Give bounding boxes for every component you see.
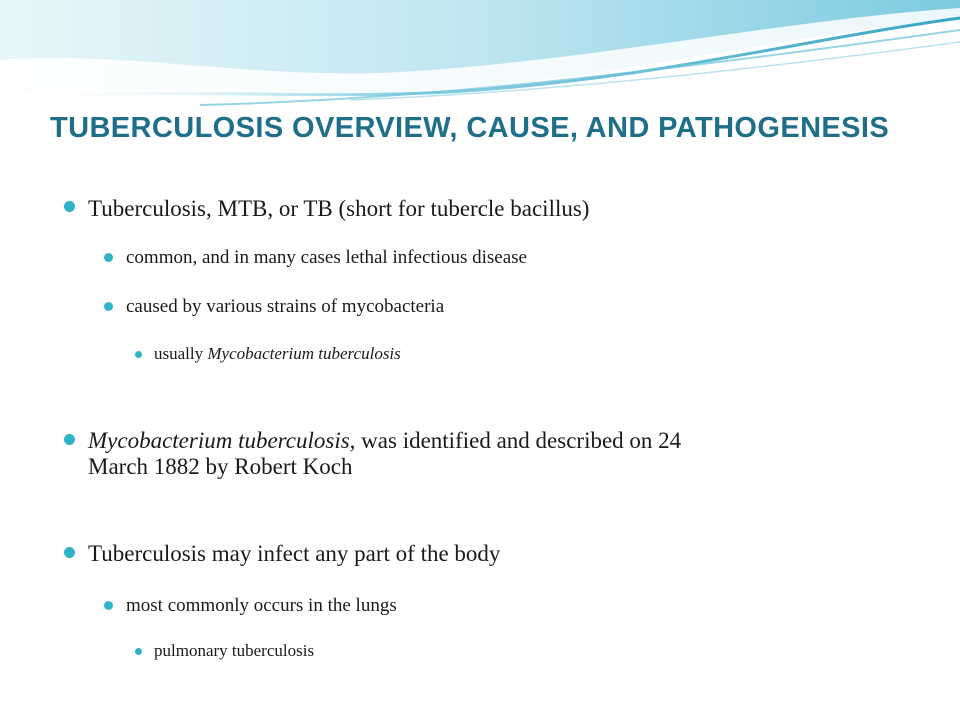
bullet-text-italic: Mycobacterium tuberculosis xyxy=(207,344,401,363)
bullet-text: Tuberculosis may infect any part of the body xyxy=(88,541,501,566)
bullet-dot xyxy=(64,434,75,445)
bullet-line-2: March 1882 by Robert Koch xyxy=(88,454,353,479)
bullet-item-level2 xyxy=(126,247,527,269)
bullet-text: Tuberculosis, MTB, or TB (short for tubercle bacillus) xyxy=(88,196,590,221)
bullet-dot xyxy=(64,201,75,212)
bullet-item-level2 xyxy=(126,296,444,318)
bullet-item-level1 xyxy=(88,428,868,480)
bullet-text: pulmonary tuberculosis xyxy=(154,641,315,660)
bullet-item-level1 xyxy=(88,541,500,567)
bullet-line-1 xyxy=(88,428,868,454)
slide-title: TUBERCULOSIS OVERVIEW, CAUSE, AND PATHOGENESIS xyxy=(50,112,890,144)
bullet-text: common, and in many cases lethal infectious disease xyxy=(126,247,527,268)
bullet-dot xyxy=(104,601,113,610)
bullet-text: most commonly occurs in the lungs xyxy=(126,595,397,616)
bullet-item-level3 xyxy=(154,344,401,364)
bullet-dot xyxy=(104,253,113,262)
bullet-text-prefix: usually xyxy=(154,344,208,363)
bullet-dot xyxy=(104,302,113,311)
bullet-dot xyxy=(135,351,142,358)
bullet-text: , was identified and described on 24 xyxy=(349,428,682,453)
bullet-item-level3 xyxy=(154,641,314,661)
bullet-dot xyxy=(135,648,142,655)
bullet-item-level1 xyxy=(88,196,589,222)
bullet-text: caused by various strains of mycobacteria xyxy=(126,296,445,317)
bullet-item-level2 xyxy=(126,595,397,617)
bullet-text-italic: Mycobacterium tuberculosis xyxy=(88,428,350,453)
bullet-dot xyxy=(64,547,75,558)
